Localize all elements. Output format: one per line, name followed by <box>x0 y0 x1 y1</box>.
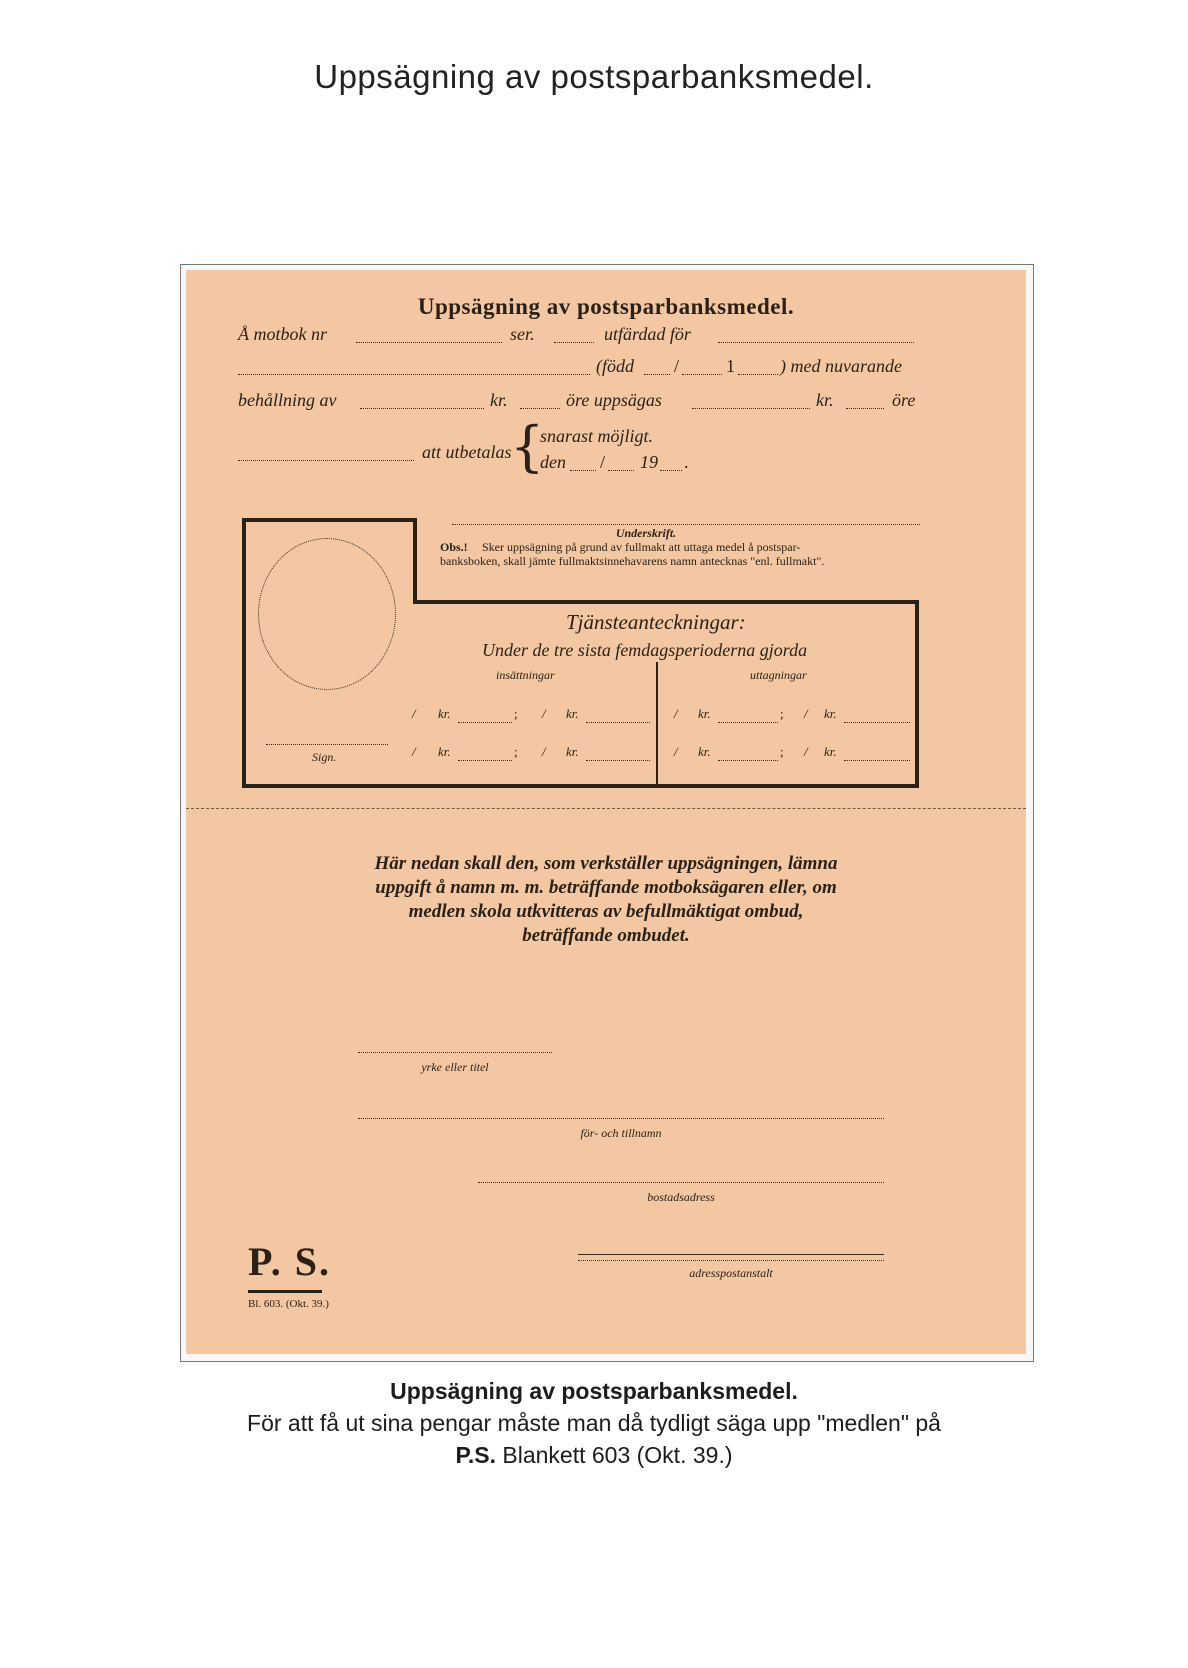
field-utfardad-for[interactable] <box>718 342 914 343</box>
utt-r1-field-a[interactable] <box>718 722 778 723</box>
ins-r1-field-a[interactable] <box>458 722 512 723</box>
fodd-century: 1 <box>726 356 735 376</box>
label-fodd: (född <box>596 356 634 376</box>
stamp-circle <box>258 538 396 690</box>
utt-r1-slash-b: / <box>804 706 808 721</box>
field-behallning-ore[interactable] <box>520 408 560 409</box>
caption-ps: P.S. <box>455 1442 496 1468</box>
label-ser: ser. <box>510 324 535 344</box>
field-fodd-month[interactable] <box>682 374 722 375</box>
ins-r2-field-a[interactable] <box>458 760 512 761</box>
ins-r1-semicolon: ; <box>514 706 518 721</box>
den-19: 19 <box>640 452 658 472</box>
label-yrke: yrke eller titel <box>421 1060 489 1074</box>
ins-r2-slash-b: / <box>542 744 546 759</box>
utt-r2-slash-a: / <box>674 744 678 759</box>
utt-r1-kr-a: kr. <box>698 706 711 721</box>
field-name-cont[interactable] <box>238 374 590 375</box>
label-adress: adresspostanstalt <box>689 1266 773 1280</box>
label-sign: Sign. <box>312 750 337 764</box>
label-utfardad-for: utfärdad för <box>604 324 691 344</box>
caption-line-2: För att få ut sina pengar måste man då tydligt säga upp "medlen" på <box>247 1410 941 1436</box>
field-behallning-kr[interactable] <box>360 408 484 409</box>
brace: { <box>510 415 545 478</box>
label-behallning-av: behållning av <box>238 390 337 410</box>
instruction-line-4: beträffande ombudet. <box>522 925 690 946</box>
field-den-day[interactable] <box>570 470 596 471</box>
field-fodd-year[interactable] <box>738 374 778 375</box>
label-ore: öre <box>892 390 916 410</box>
option-den[interactable]: den <box>540 452 566 472</box>
tjanst-subtitle: Under de tre sista femdagsperioderna gjorda <box>482 640 808 660</box>
label-ore-uppsagas: öre uppsägas <box>566 390 662 410</box>
ins-r1-kr-a: kr. <box>438 706 451 721</box>
ins-r2-semicolon: ; <box>514 744 518 759</box>
utt-r2-slash-b: / <box>804 744 808 759</box>
ins-r2-slash-a: / <box>412 744 416 759</box>
ins-r1-slash-b: / <box>542 706 546 721</box>
ps-mark: P. S. <box>248 1239 332 1284</box>
utt-r1-semicolon: ; <box>780 706 784 721</box>
utt-r2-field-a[interactable] <box>718 760 778 761</box>
utt-r2-kr-a: kr. <box>698 744 711 759</box>
field-fodd-day[interactable] <box>644 374 670 375</box>
ins-r1-field-b[interactable] <box>586 722 650 723</box>
caption-title: Uppsägning av postsparbanksmedel. <box>390 1378 798 1404</box>
instruction-line-1: Här nedan skall den, som verkställer uppsägningen, lämna <box>374 853 838 874</box>
instruction-line-3: medlen skola utkvitteras av befullmäktigat ombud, <box>408 901 804 922</box>
field-den-year[interactable] <box>660 470 682 471</box>
page-title: Uppsägning av postsparbanksmedel. <box>314 58 874 95</box>
utt-r2-semicolon: ; <box>780 744 784 759</box>
field-uppsagas-ore[interactable] <box>846 408 884 409</box>
box-top-right-border <box>413 600 918 604</box>
label-underskrift: Underskrift. <box>615 526 677 540</box>
label-med-nuvarande: ) med nuvarande <box>780 356 902 376</box>
utt-r2-field-b[interactable] <box>844 760 910 761</box>
instruction-line-2: uppgift å namn m. m. beträffande motboksägaren eller, om <box>375 877 837 898</box>
postal-form-card <box>186 270 1026 1354</box>
field-yrke[interactable] <box>358 1052 552 1053</box>
ps-underline <box>248 1290 322 1293</box>
ins-r1-kr-b: kr. <box>566 706 579 721</box>
label-bostad: bostadsadress <box>647 1190 715 1204</box>
fodd-slash: / <box>674 356 680 376</box>
ins-r2-field-b[interactable] <box>586 760 650 761</box>
field-utbetalas-amount[interactable] <box>238 460 414 461</box>
perforation-line <box>186 808 1026 809</box>
den-slash: / <box>600 452 606 472</box>
option-snarast[interactable]: snarast möjligt. <box>540 426 654 446</box>
field-ser[interactable] <box>554 342 594 343</box>
ins-r2-kr-a: kr. <box>438 744 451 759</box>
box-top-left-border <box>242 518 416 522</box>
box-right-border <box>915 600 919 788</box>
field-uppsagas-kr[interactable] <box>692 408 810 409</box>
utt-r1-field-b[interactable] <box>844 722 910 723</box>
label-att-utbetalas: att utbetalas <box>422 442 512 462</box>
label-uttagningar: uttagningar <box>750 668 807 682</box>
field-underskrift[interactable] <box>452 524 920 525</box>
label-motbok-nr: Å motbok nr <box>238 324 327 344</box>
obs-label: Obs.! <box>440 540 468 554</box>
ins-r1-slash-a: / <box>412 706 416 721</box>
box-left-border <box>242 518 246 788</box>
box-bottom-border <box>242 784 919 788</box>
caption-blankett: Blankett 603 (Okt. 39.) <box>502 1442 733 1468</box>
caption-line-3 <box>0 1442 1188 1469</box>
field-adress-rule <box>578 1254 884 1255</box>
form-title: Uppsägning av postsparbanksmedel. <box>417 294 795 319</box>
box-notch-border <box>413 518 417 602</box>
field-bostad[interactable] <box>478 1182 884 1183</box>
field-adress[interactable] <box>578 1260 884 1261</box>
utt-r1-kr-b: kr. <box>824 706 837 721</box>
blankett-number: Bl. 603. (Okt. 39.) <box>248 1298 329 1310</box>
label-kr-1: kr. <box>490 390 508 410</box>
instruction-text <box>186 852 1026 948</box>
ins-r2-kr-b: kr. <box>566 744 579 759</box>
utt-r2-kr-b: kr. <box>824 744 837 759</box>
tjanst-title: Tjänsteanteckningar: <box>566 610 746 634</box>
label-namn: för- och tillnamn <box>580 1126 662 1140</box>
obs-text-1: Sker uppsägning på grund av fullmakt att uttaga medel å postspar- <box>482 540 801 554</box>
field-namn[interactable] <box>358 1118 884 1119</box>
field-motbok-nr[interactable] <box>356 342 502 343</box>
den-dot: . <box>684 452 689 472</box>
label-insattningar: insättningar <box>496 668 555 682</box>
label-kr-2: kr. <box>816 390 834 410</box>
column-divider <box>656 662 658 784</box>
obs-text-2: banksboken, skall jämte fullmaktsinnehavarens namn antecknas "enl. fullmakt". <box>440 554 825 568</box>
field-sign[interactable] <box>266 744 388 745</box>
utt-r1-slash-a: / <box>674 706 678 721</box>
field-den-month[interactable] <box>608 470 634 471</box>
